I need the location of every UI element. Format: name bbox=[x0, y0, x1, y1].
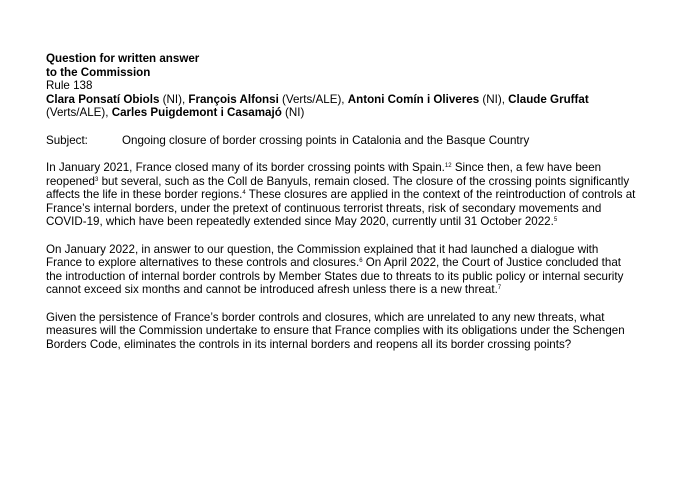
author-group: (NI) bbox=[285, 106, 305, 119]
author-name: Clara Ponsatí Obiols bbox=[46, 92, 160, 106]
subject-label: Subject: bbox=[46, 133, 88, 147]
rule-reference: Rule 138 bbox=[46, 79, 93, 92]
document-heading-addressee: to the Commission bbox=[46, 65, 151, 79]
paragraph-text: On January 2022, in answer to our question, the Commission explained that it had launched a dialogue with France to explore alternatives to these controls and closures. bbox=[46, 242, 599, 269]
paragraph-text: Since then, a few have been reopened bbox=[46, 161, 602, 188]
footnote-marker: 7 bbox=[497, 285, 502, 291]
paragraph-text: but several, such as the Coll de Banyuls, remain closed. The closure of the crossing points significantly affects the life in these border regions. bbox=[46, 174, 630, 201]
paragraph-context bbox=[46, 161, 636, 229]
author-group: (Verts/ALE), bbox=[46, 106, 112, 119]
footnote-marker: 12 bbox=[444, 163, 452, 169]
document-heading: Question for written answer bbox=[46, 52, 200, 65]
paragraph-text: On April 2022, the Court of Justice concluded that the introduction of internal border controls by Member States due to threats to its public policy or internal security cannot exceed six months and cannot be introduced afresh unless there is a new threat. bbox=[46, 256, 624, 296]
author-group: (NI), bbox=[482, 92, 509, 106]
footnote-marker: 6 bbox=[359, 258, 363, 264]
author-name: Carles Puigdemont i Casamajó bbox=[111, 106, 282, 119]
subject-text: Ongoing closure of border crossing points in Catalonia and the Basque Country bbox=[122, 133, 530, 147]
document bbox=[46, 52, 636, 351]
paragraph-text: In January 2021, France closed many of its border crossing points with Spain. bbox=[46, 161, 445, 174]
footnote-marker: 4 bbox=[242, 190, 246, 196]
paragraph-question: Given the persistence of France’s border controls and closures, which are unrelated to any new threats, what measures will the Commission undertake to ensure that France complies with its obligations under the Schengen Borders Code, eliminates the controls in its internal borders and reopens all its border crossing points? bbox=[46, 310, 625, 351]
subject-line bbox=[46, 134, 636, 148]
author-name: Antoni Comín i Oliveres bbox=[347, 92, 480, 106]
author-group: (NI), bbox=[162, 92, 189, 106]
footnote-marker: 5 bbox=[553, 217, 558, 223]
author-name: Claude Gruffat bbox=[508, 92, 589, 106]
paragraph-commission-answer bbox=[46, 243, 636, 297]
author-list bbox=[46, 93, 636, 120]
footnote-marker: 3 bbox=[95, 176, 99, 183]
author-group: (Verts/ALE), bbox=[282, 92, 348, 106]
paragraph-text: These closures are applied in the context of the reintroduction of controls at France’s internal borders, under the pretext of continuous terrorist threats, risk of secondary movements and COVID-19, which have been repeatedly extended since May 2020, currently until 31 October 2022. bbox=[46, 188, 636, 228]
author-name: François Alfonsi bbox=[188, 92, 279, 106]
